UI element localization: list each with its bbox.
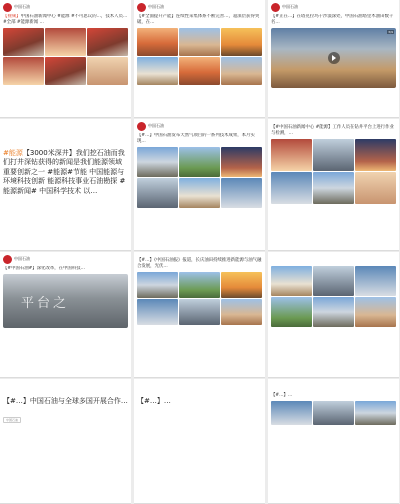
username[interactable]: 中国石油	[282, 4, 298, 9]
post-card[interactable]	[0, 379, 131, 504]
username[interactable]: 中国石油	[14, 4, 30, 9]
image-grid	[134, 270, 265, 327]
post-image[interactable]	[313, 139, 354, 171]
post-image[interactable]	[179, 299, 220, 325]
post-text: 【#…】中国石油与全球多国开展合作…	[3, 397, 128, 405]
post-card[interactable]	[0, 119, 131, 251]
post-image[interactable]	[355, 139, 396, 171]
post-image[interactable]	[87, 57, 128, 85]
post-image[interactable]	[137, 147, 178, 177]
post-card[interactable]	[134, 252, 265, 378]
post-text: 【#…】中国石油发布天然气项目的一系列技术成果，本月实现…	[137, 133, 255, 144]
post-card[interactable]	[268, 0, 399, 118]
post-image[interactable]	[137, 272, 178, 298]
post-text: 【#中国石油新闻中心 #能源】工作人员在钻井平台上进行作业与检测，…	[271, 125, 394, 136]
image-counter: 3/9	[388, 30, 393, 34]
post-image[interactable]	[179, 57, 220, 85]
post-header	[134, 0, 265, 14]
post-card[interactable]	[268, 252, 399, 378]
post-card[interactable]	[0, 0, 131, 118]
image-grid	[268, 252, 399, 329]
post-card[interactable]	[268, 379, 399, 504]
post-image[interactable]	[221, 28, 262, 56]
username[interactable]: 中国石油	[148, 123, 164, 128]
image-overlay-text: 平台之	[21, 296, 70, 311]
image-grid	[0, 26, 131, 87]
post-header	[0, 0, 131, 14]
source-chip[interactable]: 中国石油	[3, 417, 21, 423]
image-grid	[134, 145, 265, 210]
post-image[interactable]	[271, 172, 312, 204]
post-image[interactable]	[3, 274, 128, 328]
post-image[interactable]	[87, 28, 128, 56]
post-image[interactable]	[221, 178, 262, 208]
post-text: #能源【3000米深井】我们挖石油而我们打井深钻获得的新闻是我们能源领域重要创新之一 #能源#节能 中国能源与环境科技创新 能源科技事业石油勘探 #能源新闻# 中国科学技术 以…	[3, 149, 126, 195]
post-image[interactable]	[271, 401, 312, 425]
post-image[interactable]	[45, 57, 86, 85]
post-image[interactable]	[221, 272, 262, 298]
post-image[interactable]	[221, 147, 262, 177]
image-grid	[268, 137, 399, 206]
post-image[interactable]	[137, 299, 178, 325]
post-image[interactable]	[137, 28, 178, 56]
image-grid	[268, 399, 399, 427]
post-image[interactable]	[355, 172, 396, 204]
post-card[interactable]	[268, 119, 399, 251]
avatar[interactable]	[137, 3, 146, 12]
post-image[interactable]	[355, 297, 396, 327]
post-image[interactable]	[179, 178, 220, 208]
post-image[interactable]	[221, 299, 262, 325]
image-grid	[134, 26, 265, 87]
avatar[interactable]	[3, 255, 12, 264]
post-image[interactable]	[313, 401, 354, 425]
post-card[interactable]	[134, 379, 265, 504]
post-image[interactable]	[221, 57, 262, 85]
post-image[interactable]	[179, 272, 220, 298]
post-header	[0, 252, 131, 266]
post-card[interactable]	[134, 119, 265, 251]
post-image[interactable]	[271, 139, 312, 171]
post-text: 【#正在…】在塔克拉玛干沙漠深处，中国石油塔里木油田数千名…	[271, 14, 394, 25]
post-text: 【#全面提升产能】连续性采集体系不断完善…，超深层获得突破，在…	[137, 14, 260, 25]
post-image[interactable]	[271, 266, 312, 296]
post-image[interactable]	[45, 28, 86, 56]
post-image[interactable]	[179, 28, 220, 56]
username[interactable]: 中国石油	[148, 4, 164, 9]
post-image[interactable]	[137, 57, 178, 85]
post-header	[134, 119, 265, 133]
post-image[interactable]	[313, 266, 354, 296]
post-image[interactable]	[3, 57, 44, 85]
play-icon[interactable]	[328, 52, 340, 64]
post-image[interactable]	[179, 147, 220, 177]
post-text: 【#…】《中国石油报》报道，长庆油田持续推进新能源与油气融合发展，光伏…	[137, 258, 262, 269]
column-left	[0, 0, 133, 504]
video-thumbnail[interactable]	[271, 28, 396, 88]
post-text: 【#中国石油#】深化改革，在中国科技…	[3, 266, 85, 271]
post-image[interactable]	[313, 172, 354, 204]
post-image[interactable]	[3, 28, 44, 56]
column-right	[268, 0, 400, 504]
post-text: 【#…】…	[137, 397, 171, 405]
post-header	[268, 0, 399, 14]
post-image[interactable]	[137, 178, 178, 208]
avatar[interactable]	[137, 122, 146, 131]
post-image[interactable]	[313, 297, 354, 327]
avatar[interactable]	[271, 3, 280, 12]
avatar[interactable]	[3, 3, 12, 12]
post-text: 【#…】…	[271, 393, 293, 398]
username[interactable]: 中国石油	[14, 256, 30, 261]
post-card[interactable]	[0, 252, 131, 378]
column-middle	[134, 0, 267, 504]
post-text: 【视频】中国石油新闻中心 #能源 #不可思议的…，技术人员… #全部 #能源新闻 …	[3, 14, 128, 25]
post-image[interactable]	[355, 401, 396, 425]
post-image[interactable]	[355, 266, 396, 296]
post-image[interactable]	[271, 297, 312, 327]
post-card[interactable]	[134, 0, 265, 118]
